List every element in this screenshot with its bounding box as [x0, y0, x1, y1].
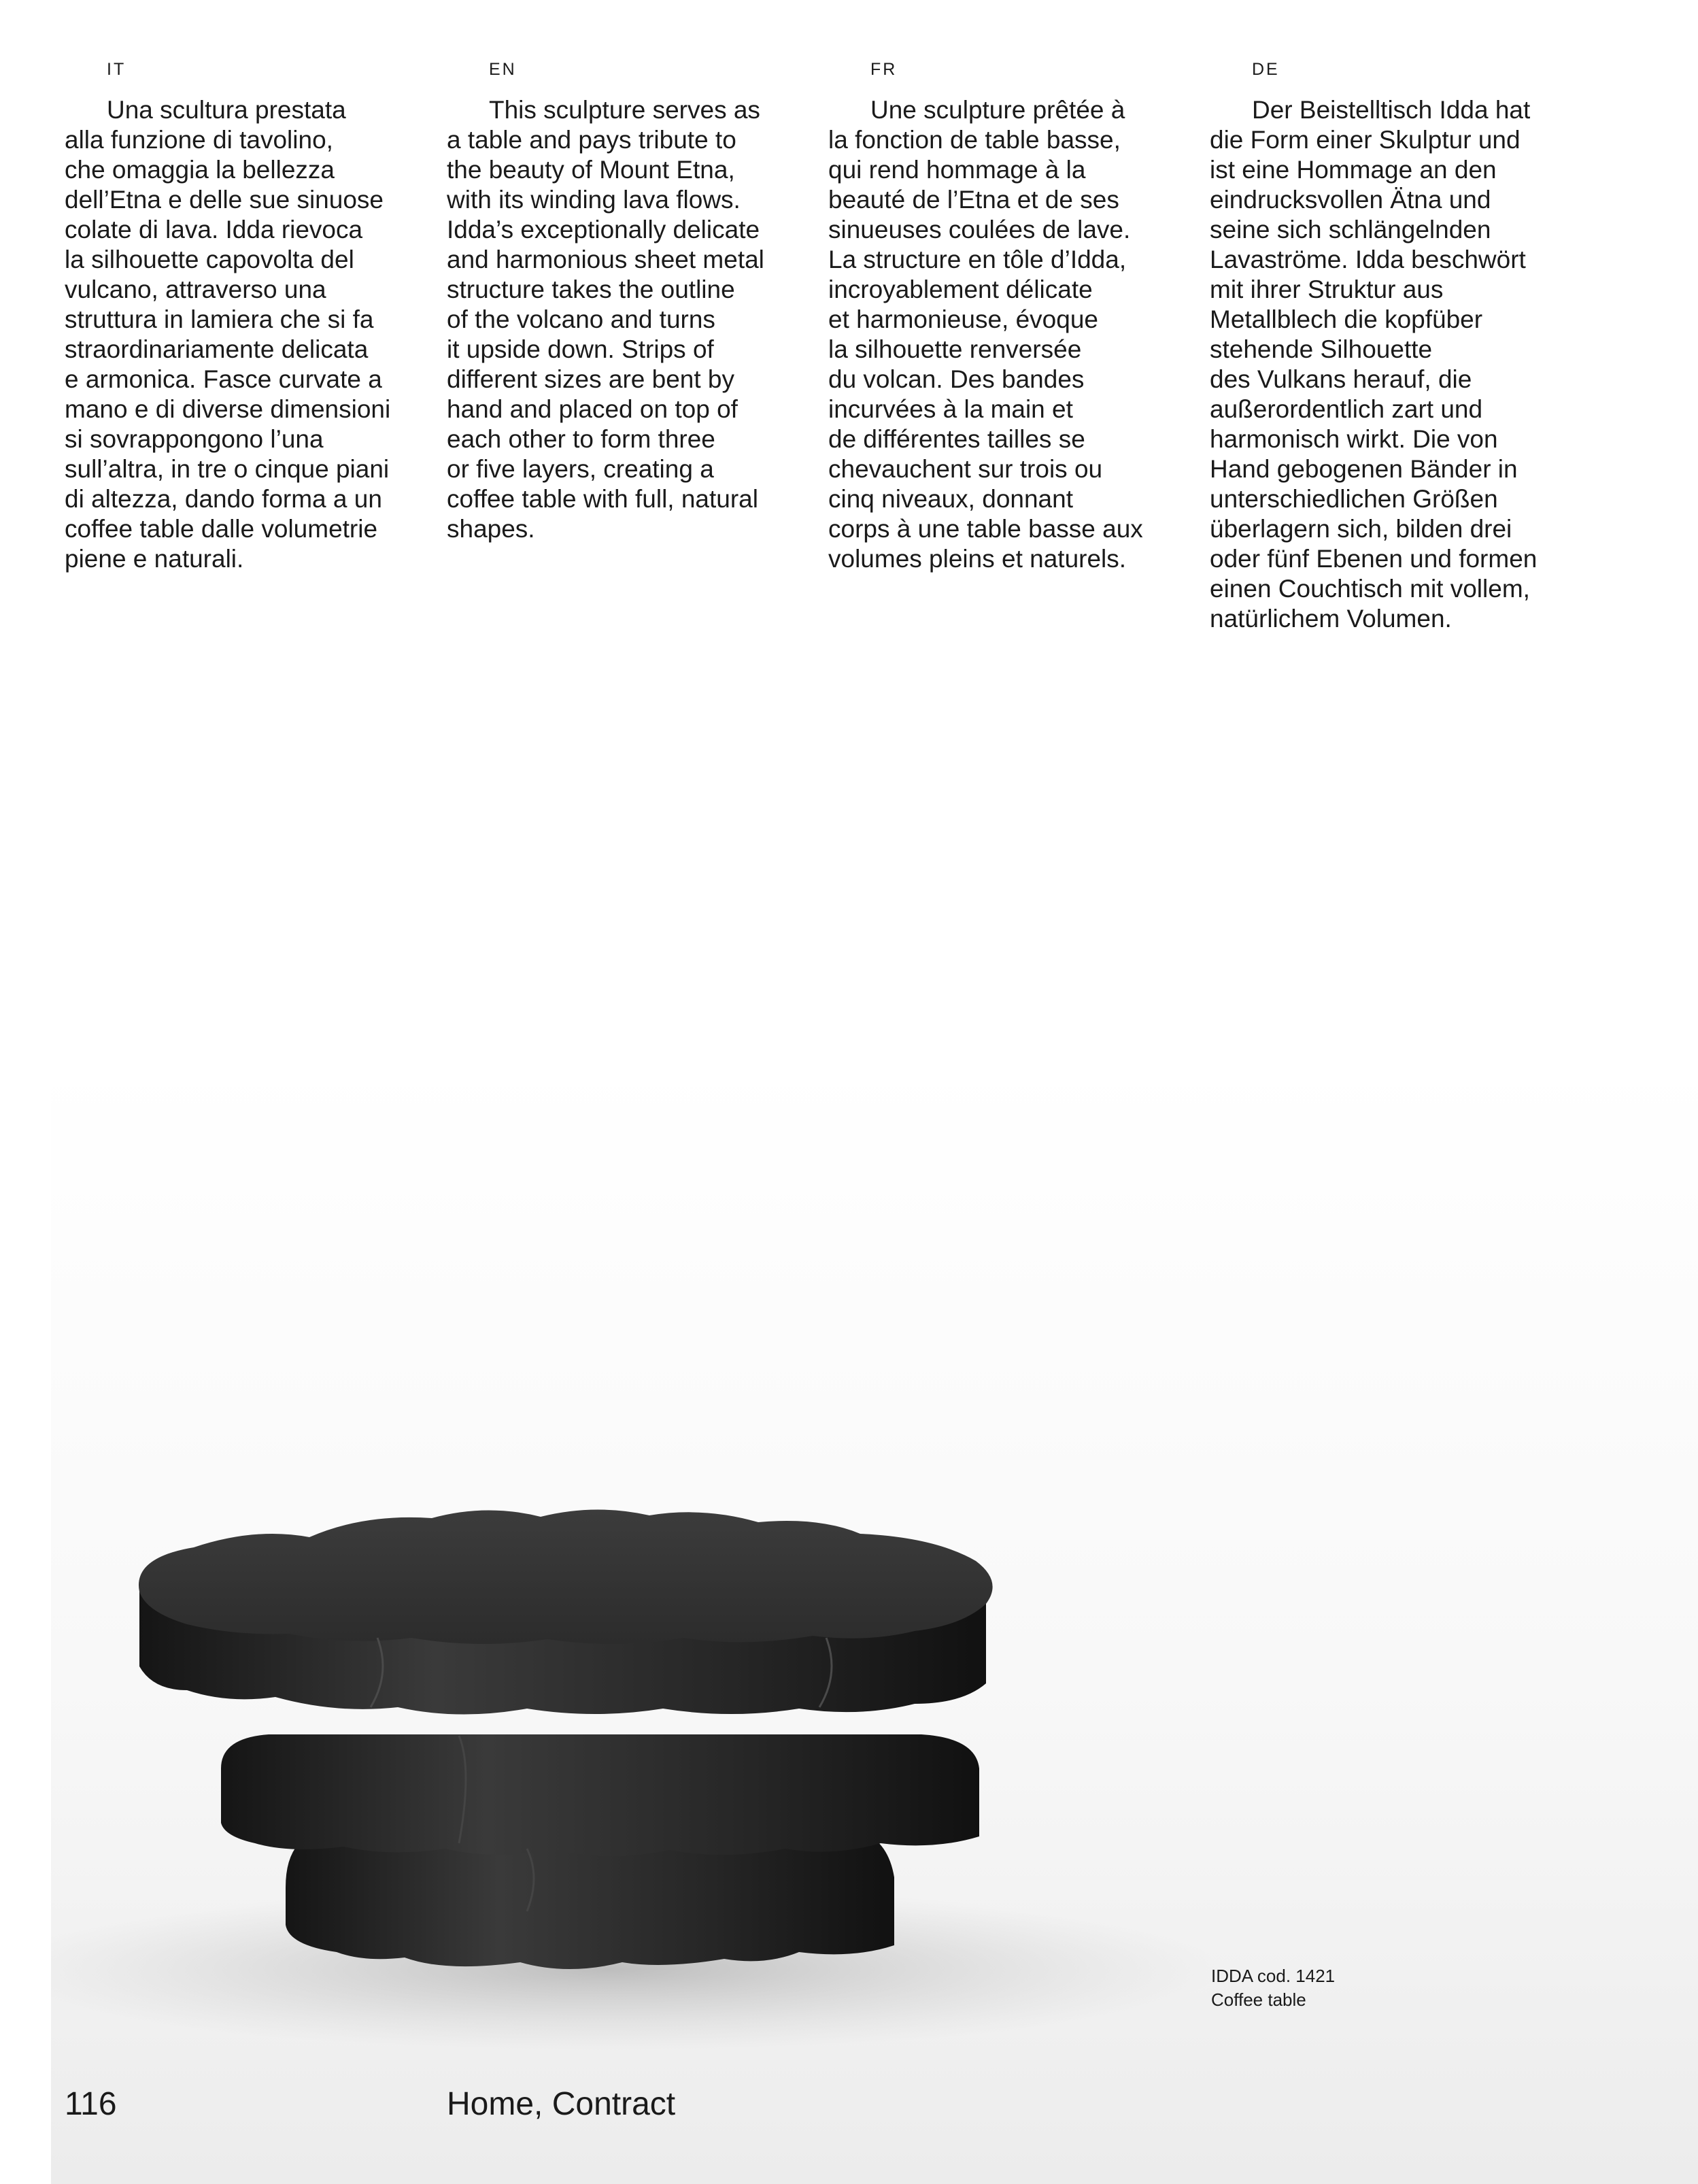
body-text: Une sculpture prêtée à la fonction de table basse, qui rend hommage à la beauté de l’Etna et de ses sinueuses coulées de lave. La structure en tôle d’Idda, incroyablement délicate et harmonieuse, évoque la silhouette renversée du volcan. Des bandes incurvées à la main et de différentes tailles se chevauchent sur trois ou cinq niveaux, donnant corps à une table basse aux volumes pleins et naturels.: [828, 96, 1143, 573]
language-label: DE: [1252, 60, 1280, 79]
language-label: EN: [489, 60, 517, 79]
caption-product-type: Coffee table: [1211, 1989, 1306, 2010]
column-italian: [65, 60, 425, 574]
language-label: IT: [107, 60, 126, 79]
language-label: FR: [870, 60, 898, 79]
body-text: Der Beistelltisch Idda hat die Form einer Skulptur und ist eine Hommage an den eindrucksvollen Ätna und seine sich schlängelnden Lavaströme. Idda beschwört mit ihrer Struktur aus Metallblech die kopfüber stehende Silhouette des Vulkans herauf, die außerordentlich zart und harmonisch wirkt. Die von Hand gebogenen Bänder in unterschiedlichen Größen überlagern sich, bilden drei oder fünf Ebenen und formen einen Couchtisch mit vollem, natürlichem Volumen.: [1210, 96, 1538, 633]
section-title: Home, Contract: [447, 2086, 676, 2122]
column-english: [447, 60, 807, 544]
product-photo: [51, 1061, 1698, 2184]
column-french: [828, 60, 1189, 574]
caption-product-code: IDDA cod. 1421: [1211, 1966, 1336, 1986]
photo-caption: [1211, 1964, 1335, 2012]
page-number: 116: [65, 2086, 117, 2122]
column-german: [1210, 60, 1570, 634]
body-text: Una scultura prestata alla funzione di tavolino, che omaggia la bellezza dell’Etna e delle sue sinuose colate di lava. Idda rievoca la silhouette capovolta del vulcano, attraverso una struttura in lamiera che si fa straordinariamente delicata e armonica. Fasce curvate a mano e di diverse dimensioni si sovrappongono l’una sull’altra, in tre o cinque piani di altezza, dando forma a un coffee table dalle volumetrie piene e naturali.: [65, 96, 391, 573]
body-text: This sculpture serves as a table and pays tribute to the beauty of Mount Etna, with its winding lava flows. Idda’s exceptionally delicate and harmonious sheet metal structure takes the outline of the volcano and turns it upside down. Strips of different sizes are bent by hand and placed on top of each other to form three or five layers, creating a coffee table with full, natural shapes.: [447, 96, 764, 543]
